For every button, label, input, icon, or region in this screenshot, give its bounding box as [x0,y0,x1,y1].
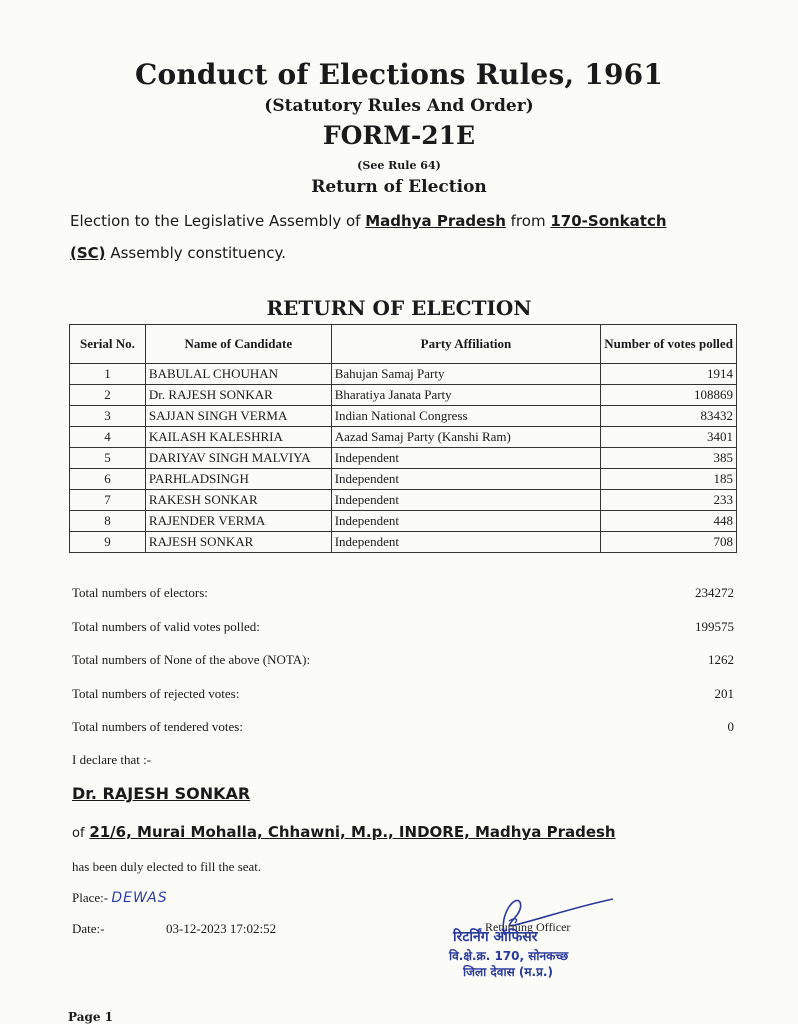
table-row [70,448,737,469]
page-number: Page 1 [68,1010,114,1024]
table-row [70,532,737,553]
address-of: of [72,826,85,841]
stamp-line-1: रिटर्निंग ऑफिसर [453,929,538,945]
cell-votes: 448 [601,511,737,532]
stamp-line-3: जिला देवास (म.प्र.) [463,965,553,979]
table-row [70,364,737,385]
rejected-votes-label: Total numbers of rejected votes: [72,685,240,701]
cell-serial: 3 [70,406,146,427]
table-row [70,511,737,532]
intro-prefix: Election to the Legislative Assembly of [70,212,361,230]
form-number: FORM-21E [322,121,476,150]
totals-section [72,585,734,753]
cell-votes: 708 [601,532,737,553]
rule-reference: (See Rule 64) [357,159,441,172]
place-line [72,890,168,906]
cell-party: Independent [331,469,600,490]
cell-name: PARHLADSINGH [145,469,331,490]
constituency-name: 170-Sonkatch [550,212,667,230]
cell-party: Bahujan Samaj Party [331,364,600,385]
winner-address: 21/6, Murai Mohalla, Chhawni, M.p., INDORE, Madhya Pradesh [89,823,616,841]
cell-name: Dr. RAJESH SONKAR [145,385,331,406]
document-title: Conduct of Elections Rules, 1961 [134,58,664,91]
header-name: Name of Candidate [145,325,331,364]
cell-serial: 5 [70,448,146,469]
elected-statement: has been duly elected to fill the seat. [72,859,262,874]
valid-votes-value: 199575 [695,618,734,634]
place-label: Place:- [72,890,109,905]
date-line [72,921,277,937]
cell-serial: 1 [70,364,146,385]
valid-votes-row [72,619,734,653]
tendered-votes-row [72,719,734,753]
document-subtitle: (Statutory Rules And Order) [264,96,534,116]
cell-serial: 4 [70,427,146,448]
place-value: DEWAS [111,890,168,906]
cell-votes: 233 [601,490,737,511]
cell-party: Aazad Samaj Party (Kanshi Ram) [331,427,600,448]
winner-address-line [72,823,616,841]
cell-party: Independent [331,490,600,511]
total-electors-label: Total numbers of electors: [72,585,208,600]
cell-votes: 185 [601,469,737,490]
cell-serial: 6 [70,469,146,490]
table-row [70,406,737,427]
form-heading: Return of Election [311,177,487,197]
cell-party: Independent [331,532,600,553]
state-name: Madhya Pradesh [365,212,506,230]
cell-name: BABULAL CHOUHAN [145,364,331,385]
total-electors-row [72,585,734,619]
cell-name: RAKESH SONKAR [145,490,331,511]
date-label: Date:- [72,921,105,936]
cell-serial: 7 [70,490,146,511]
header-serial: Serial No. [70,325,146,364]
results-table-title: RETURN OF ELECTION [266,296,532,320]
cell-name: DARIYAV SINGH MALVIYA [145,448,331,469]
header-votes: Number of votes polled [601,325,737,364]
rejected-votes-row [72,686,734,720]
stamp-line-2: वि.क्षे.क्र. 170, सोनकच्छ [449,949,569,963]
table-row [70,490,737,511]
cell-votes: 3401 [601,427,737,448]
cell-votes: 83432 [601,406,737,427]
tendered-votes-label: Total numbers of tendered votes: [72,719,243,734]
cell-votes: 385 [601,448,737,469]
cell-serial: 8 [70,511,146,532]
cell-name: RAJESH SONKAR [145,532,331,553]
returning-officer-stamp [445,893,615,983]
cell-serial: 9 [70,532,146,553]
winner-name: Dr. RAJESH SONKAR [72,784,251,803]
cell-name: RAJENDER VERMA [145,511,331,532]
intro-from: from [510,212,546,230]
cell-votes: 1914 [601,364,737,385]
cell-serial: 2 [70,385,146,406]
tendered-votes-value: 0 [727,719,734,734]
table-header-row [70,325,737,364]
intro-suffix: Assembly constituency. [110,244,287,262]
declaration-intro: I declare that :- [72,752,152,767]
total-electors-value: 234272 [695,585,734,600]
table-row [70,427,737,448]
rejected-votes-value: 201 [714,685,734,701]
nota-row [72,652,734,686]
cell-party: Independent [331,448,600,469]
table-row [70,469,737,490]
cell-votes: 108869 [601,385,737,406]
header-party: Party Affiliation [331,325,600,364]
cell-party: Independent [331,511,600,532]
cell-party: Bharatiya Janata Party [331,385,600,406]
nota-value: 1262 [708,652,734,667]
cell-name: SAJJAN SINGH VERMA [145,406,331,427]
nota-label: Total numbers of None of the above (NOTA): [72,652,311,667]
election-description [70,205,730,269]
cell-party: Indian National Congress [331,406,600,427]
results-table [69,324,737,553]
date-value: 03-12-2023 17:02:52 [166,921,277,936]
valid-votes-label: Total numbers of valid votes polled: [72,618,260,634]
constituency-category: (SC) [70,244,106,262]
returning-officer-label: Returning Officer [485,920,571,934]
cell-name: KAILASH KALESHRIA [145,427,331,448]
table-row [70,385,737,406]
